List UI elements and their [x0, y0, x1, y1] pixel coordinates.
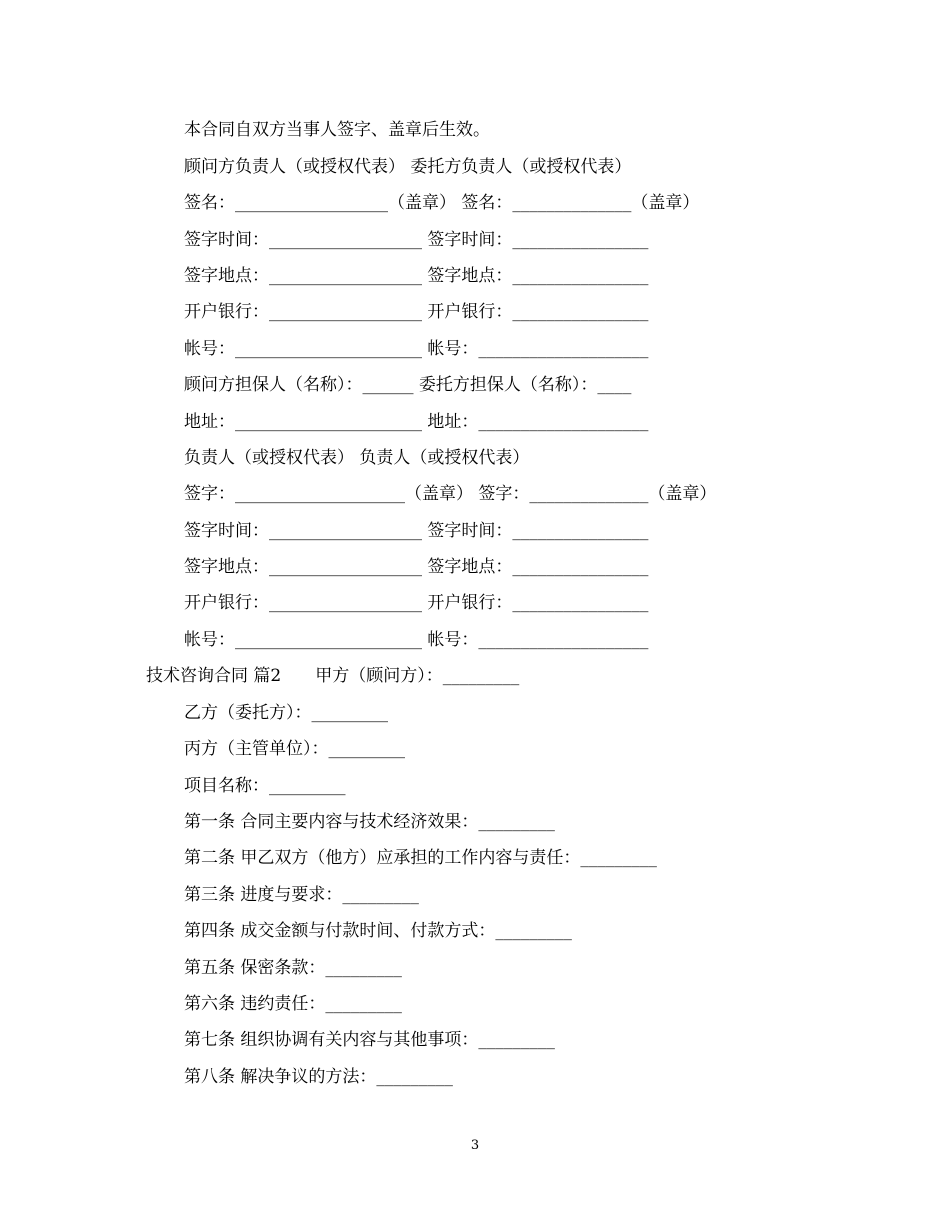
address-line: 地址：______________________ 地址：____________________ [184, 412, 649, 432]
clause-5: 第五条 保密条款：_________ [184, 958, 402, 978]
party-c-line: 丙方（主管单位）：_________ [184, 739, 405, 759]
bank-line: 开户银行：__________________ 开户银行：________________ [184, 302, 649, 322]
guarantor-line: 顾问方担保人（名称）：______ 委托方担保人（名称）：____ [184, 375, 632, 395]
clause-2: 第二条 甲乙双方（他方）应承担的工作内容与责任：_________ [184, 848, 657, 868]
guarantor-signing-time-line: 签字时间：__________________ 签字时间：________________ [184, 521, 649, 541]
party-b-line: 乙方（委托方）：_________ [184, 703, 388, 723]
signing-place-line: 签字地点：__________________ 签字地点：________________ [184, 266, 649, 286]
guarantor-account-line: 帐号：______________________ 帐号：____________________ [184, 630, 649, 650]
clause-1: 第一条 合同主要内容与技术经济效果：_________ [184, 812, 555, 832]
effective-clause: 本合同自双方当事人签字、盖章后生效。 [184, 120, 490, 140]
representatives-header: 顾问方负责人（或授权代表） 委托方负责人（或授权代表） [184, 157, 632, 177]
clause-8: 第八条 解决争议的方法：_________ [184, 1067, 453, 1087]
guarantor-representatives-header: 负责人（或授权代表） 负责人（或授权代表） [184, 448, 530, 468]
clause-3: 第三条 进度与要求：_________ [184, 885, 419, 905]
project-name-line: 项目名称：_________ [184, 776, 346, 796]
clause-6: 第六条 违约责任：_________ [184, 994, 402, 1014]
page-number: 3 [470, 1138, 480, 1153]
account-line: 帐号：______________________ 帐号：____________________ [184, 339, 649, 359]
clause-7: 第七条 组织协调有关内容与其他事项：_________ [184, 1030, 555, 1050]
guarantor-signing-place-line: 签字地点：__________________ 签字地点：________________ [184, 557, 649, 577]
signing-time-line: 签字时间：__________________ 签字时间：________________ [184, 230, 649, 250]
guarantor-bank-line: 开户银行：__________________ 开户银行：________________ [184, 593, 649, 613]
clause-4: 第四条 成交金额与付款时间、付款方式：_________ [184, 921, 572, 941]
signature-line: 签名：__________________（盖章） 签名：______________（盖章） [184, 193, 700, 213]
section-heading: 技术咨询合同 篇2 甲方（顾问方）：_________ [146, 666, 520, 686]
guarantor-signature-line: 签字：____________________（盖章） 签字：______________（盖章） [184, 484, 717, 504]
